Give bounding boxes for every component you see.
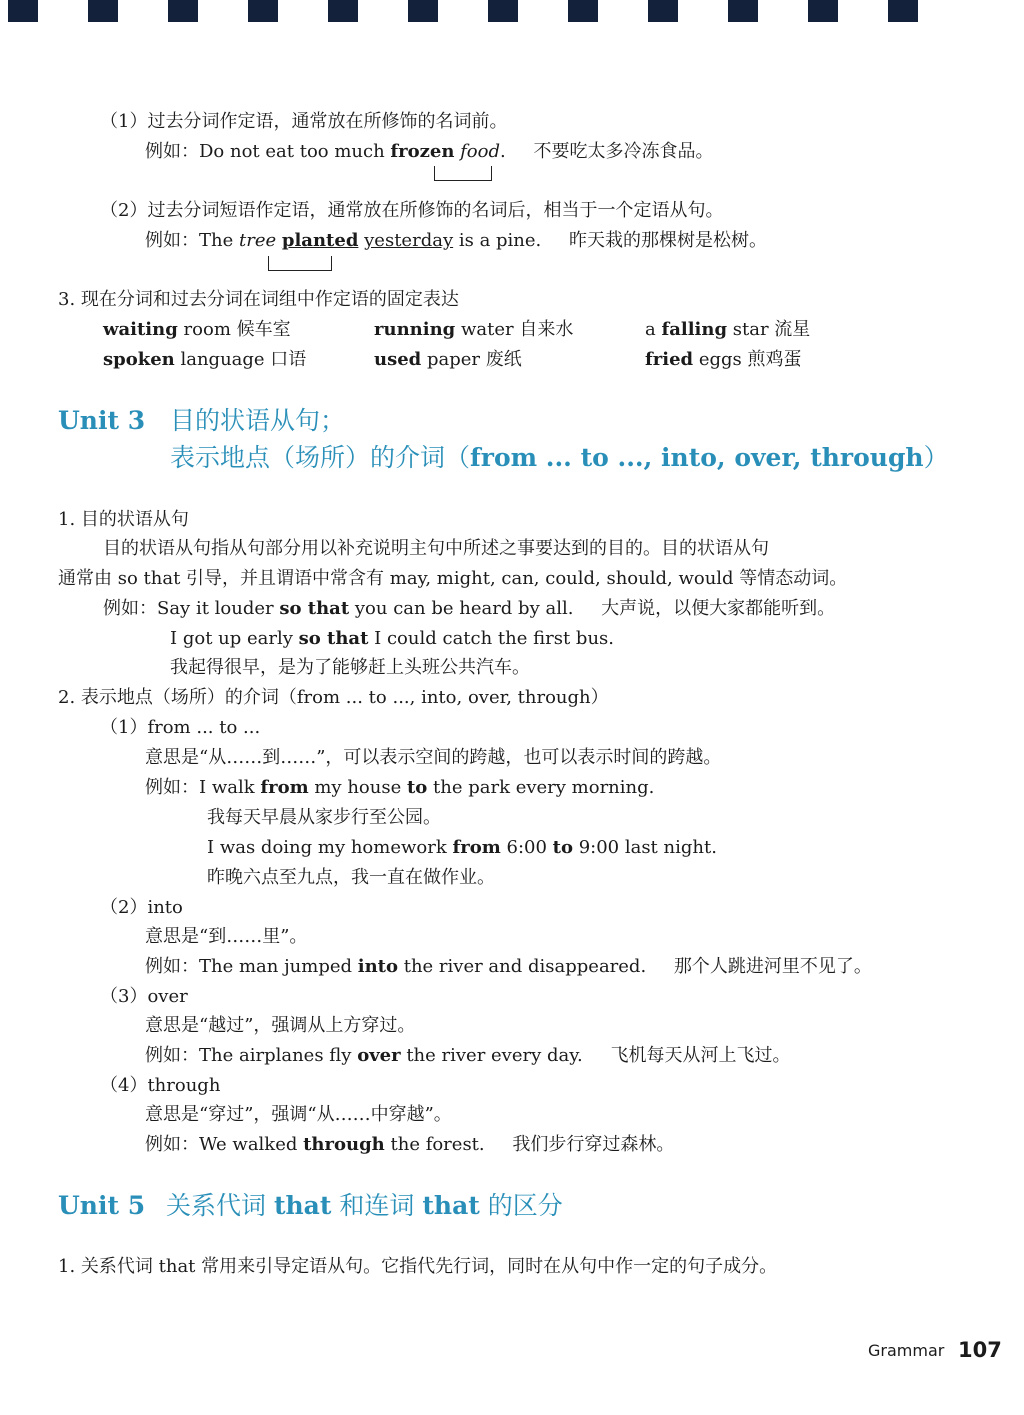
example-got-up-early: I got up early so that I could catch the first bus. bbox=[170, 628, 615, 649]
example-walk-from-house-cn: 我每天早晨从家步行至公园。 bbox=[207, 807, 441, 828]
page-number: 107 bbox=[958, 1338, 1002, 1362]
modifier-arrow-2 bbox=[268, 256, 332, 271]
rule-1: （1）过去分词作定语，通常放在所修饰的名词前。 bbox=[100, 111, 508, 132]
example-say-louder: 例如：Say it louder so that you can be heard by all. 大声说，以便大家都能听到。 bbox=[103, 598, 836, 619]
example-walked-through: 例如：We walked through the forest. 我们步行穿过森林。 bbox=[145, 1134, 675, 1155]
phrase-used-paper: used paper 废纸 bbox=[374, 349, 522, 370]
unit3-title-line1: 目的状语从句； bbox=[170, 406, 346, 435]
section-1-para-line2: 通常由 so that 引导，并且谓语中常含有 may, might, can, could, should, would 等情态动词。 bbox=[58, 568, 848, 589]
section-1-para-line1: 目的状语从句指从句部分用以补充说明主句中所述之事要达到的目的。目的状语从句 bbox=[103, 538, 769, 559]
phrase-fried-eggs: fried eggs 煎鸡蛋 bbox=[645, 349, 802, 370]
example-frozen-food: 例如：Do not eat too much frozen food. 不要吃太多冷冻食品。 bbox=[145, 141, 714, 162]
example-planted-tree: 例如：The tree planted yesterday is a pine. 昨天栽的那棵树是松树。 bbox=[145, 230, 767, 251]
example-homework-cn: 昨晚六点至九点，我一直在做作业。 bbox=[207, 867, 495, 888]
unit3-title-line2: 表示地点（场所）的介词（from ... to ..., into, over, through） bbox=[170, 443, 949, 472]
rule-2: （2）过去分词短语作定语，通常放在所修饰的名词后，相当于一个定语从句。 bbox=[100, 200, 724, 221]
example-homework: I was doing my homework from 6:00 to 9:00 last night. bbox=[207, 837, 717, 858]
example-got-up-early-cn: 我起得很早，是为了能够赶上头班公共汽车。 bbox=[170, 657, 530, 678]
from-to-meaning: 意思是“从……到……”，可以表示空间的跨越，也可以表示时间的跨越。 bbox=[145, 747, 722, 768]
unit5-section-1: 1. 关系代词 that 常用来引导定语从句。它指代先行词，同时在从句中作一定的句子成分。 bbox=[58, 1256, 778, 1277]
example-jumped-into: 例如：The man jumped into the river and disappeared. 那个人跳进河里不见了。 bbox=[145, 956, 872, 977]
example-fly-over: 例如：The airplanes fly over the river every day. 飞机每天从河上飞过。 bbox=[145, 1045, 791, 1066]
through-heading: （4）through bbox=[100, 1075, 221, 1096]
over-meaning: 意思是“越过”，强调从上方穿过。 bbox=[145, 1015, 416, 1036]
over-heading: （3）over bbox=[100, 986, 188, 1007]
from-to-heading: （1）from ... to ... bbox=[100, 717, 261, 738]
unit5-label: Unit 5 bbox=[58, 1191, 146, 1220]
through-meaning: 意思是“穿过”，强调“从……中穿越”。 bbox=[145, 1104, 452, 1125]
phrase-falling-star: a falling star 流星 bbox=[645, 319, 811, 340]
into-heading: （2）into bbox=[100, 897, 183, 918]
section-1-title: 1. 目的状语从句 bbox=[58, 509, 189, 530]
footer-label: Grammar bbox=[868, 1341, 945, 1360]
modifier-arrow-1 bbox=[434, 166, 492, 181]
example-walk-from-house: 例如：I walk from my house to the park every morning. bbox=[145, 777, 655, 798]
into-meaning: 意思是“到……里”。 bbox=[145, 926, 308, 947]
phrase-spoken-language: spoken language 口语 bbox=[103, 349, 307, 370]
fixed-expressions-title: 3. 现在分词和过去分词在词组中作定语的固定表达 bbox=[58, 289, 459, 310]
top-decorative-bar bbox=[0, 0, 1024, 24]
phrase-waiting-room: waiting room 候车室 bbox=[103, 319, 291, 340]
unit5-title: 关系代词 that 和连词 that 的区分 bbox=[166, 1191, 563, 1220]
phrase-running-water: running water 自来水 bbox=[374, 319, 574, 340]
section-2-title: 2. 表示地点（场所）的介词（from ... to ..., into, over, through） bbox=[58, 687, 609, 708]
unit3-label: Unit 3 bbox=[58, 406, 146, 435]
